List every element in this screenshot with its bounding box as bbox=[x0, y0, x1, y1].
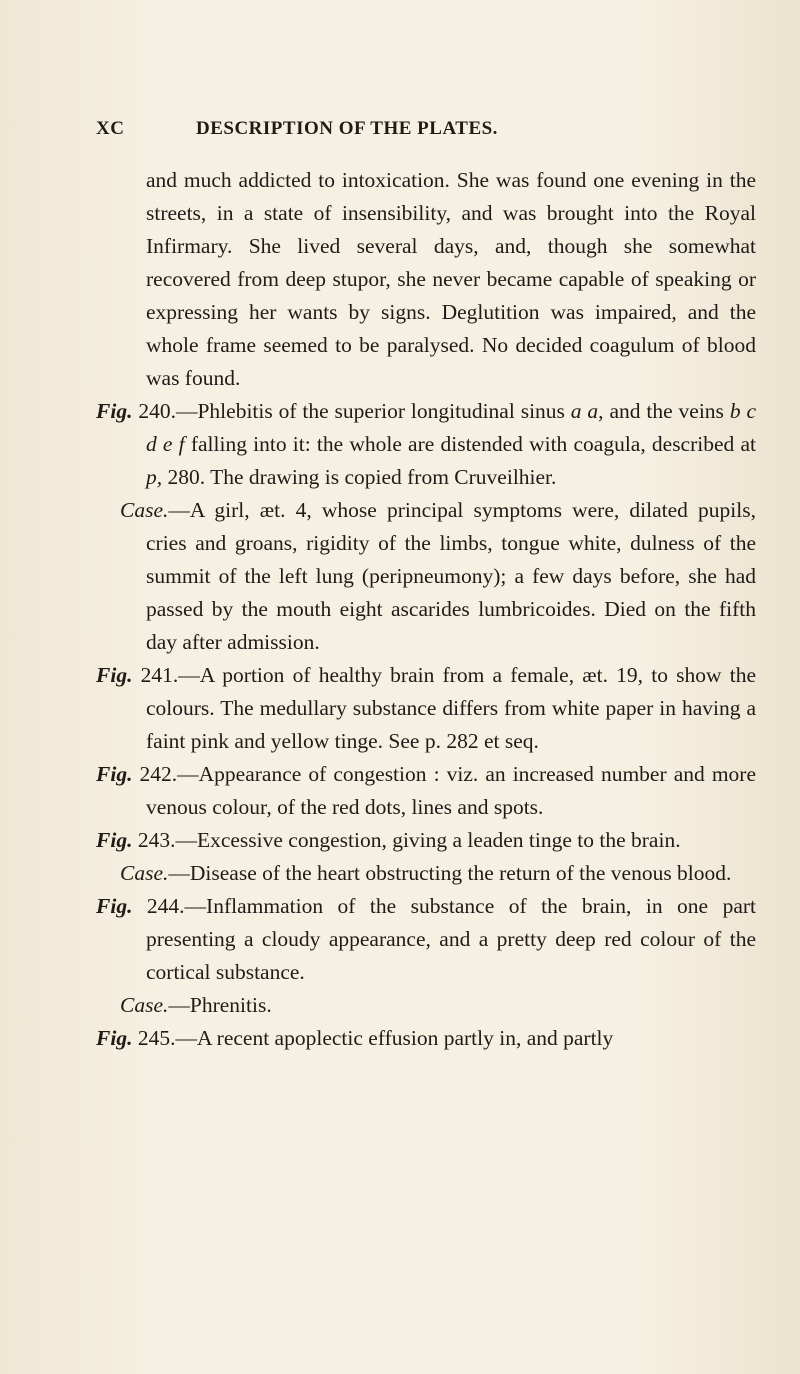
fig-label: Fig. bbox=[96, 894, 133, 918]
page-number: XC bbox=[96, 118, 125, 139]
figure-description-244 bbox=[96, 890, 756, 989]
fig-text: 241.—A portion of healthy brain from a female, æt. 19, to show the colours. The medullary substance differs from white paper in having a faint pink and yellow tinge. See p. 282 et seq. bbox=[132, 663, 756, 753]
fig-text: 244.—Inflammation of the substance of the brain, in one part presenting a cloudy appearance, and a pretty deep red colour of the cortical substance. bbox=[132, 894, 756, 984]
fig-label: Fig. bbox=[96, 1026, 133, 1050]
fig-label: Fig. bbox=[96, 828, 133, 852]
figure-description-242 bbox=[96, 758, 756, 824]
case-text: —Disease of the heart obstructing the return of the venous blood. bbox=[168, 861, 732, 885]
case-label: Case. bbox=[120, 861, 169, 885]
running-title: DESCRIPTION OF THE PLATES. bbox=[196, 118, 498, 139]
fig-label: Fig. bbox=[96, 663, 133, 687]
figure-description-241 bbox=[96, 659, 756, 758]
fig-text: 242.—Appearance of congestion : viz. an increased number and more venous colour, of the red dots, lines and spots. bbox=[132, 762, 756, 819]
case-label: Case. bbox=[120, 993, 169, 1017]
case-label: Case. bbox=[120, 498, 169, 522]
fig-text: and the veins bbox=[603, 399, 730, 423]
figure-description-243 bbox=[96, 824, 756, 857]
fig-text: 245.—A recent apoplectic effusion partly in, and partly bbox=[132, 1026, 614, 1050]
paragraph-continuation bbox=[96, 164, 756, 395]
fig-label: Fig. bbox=[96, 399, 133, 423]
case-description bbox=[96, 857, 756, 890]
fig-text: falling into it: the whole are distended with coagula, described at bbox=[184, 432, 756, 456]
fig-italic-letters: b c d e f bbox=[146, 399, 756, 456]
case-description bbox=[96, 989, 756, 1022]
figure-description-245 bbox=[96, 1022, 756, 1055]
fig-text: 280. The drawing is copied from Cruveilhier. bbox=[162, 465, 557, 489]
fig-text: 240.—Phlebitis of the superior longitudinal sinus bbox=[132, 399, 571, 423]
fig-italic-letters: a a, bbox=[570, 399, 604, 423]
fig-text: 243.—Excessive congestion, giving a leaden tinge to the brain. bbox=[132, 828, 681, 852]
fig-italic-letters: p, bbox=[146, 465, 163, 489]
fig-label: Fig. bbox=[96, 762, 133, 786]
case-description bbox=[96, 494, 756, 659]
paragraph-text: and much addicted to intoxication. She was found one evening in the streets, in a state of insensibility, and was brought into the Royal Infirmary. She lived several days, and, though she somewhat recovered from deep stupor, she never became capable of speaking or expressing her wants by signs. Deglutition was impaired, and the whole frame seemed to be paralysed. No decided coagulum of blood was found. bbox=[146, 168, 756, 390]
figure-description-240 bbox=[96, 395, 756, 494]
body-text bbox=[96, 164, 756, 1055]
case-text: —Phrenitis. bbox=[168, 993, 272, 1017]
case-text: —A girl, æt. 4, whose principal symptoms were, dilated pupils, cries and groans, rigidity of the limbs, tongue white, dulness of the summit of the left lung (peripneumony); a few days before, she had passed by the mouth eight ascarides lumbricoides. Died on the fifth day after admission. bbox=[146, 498, 756, 654]
